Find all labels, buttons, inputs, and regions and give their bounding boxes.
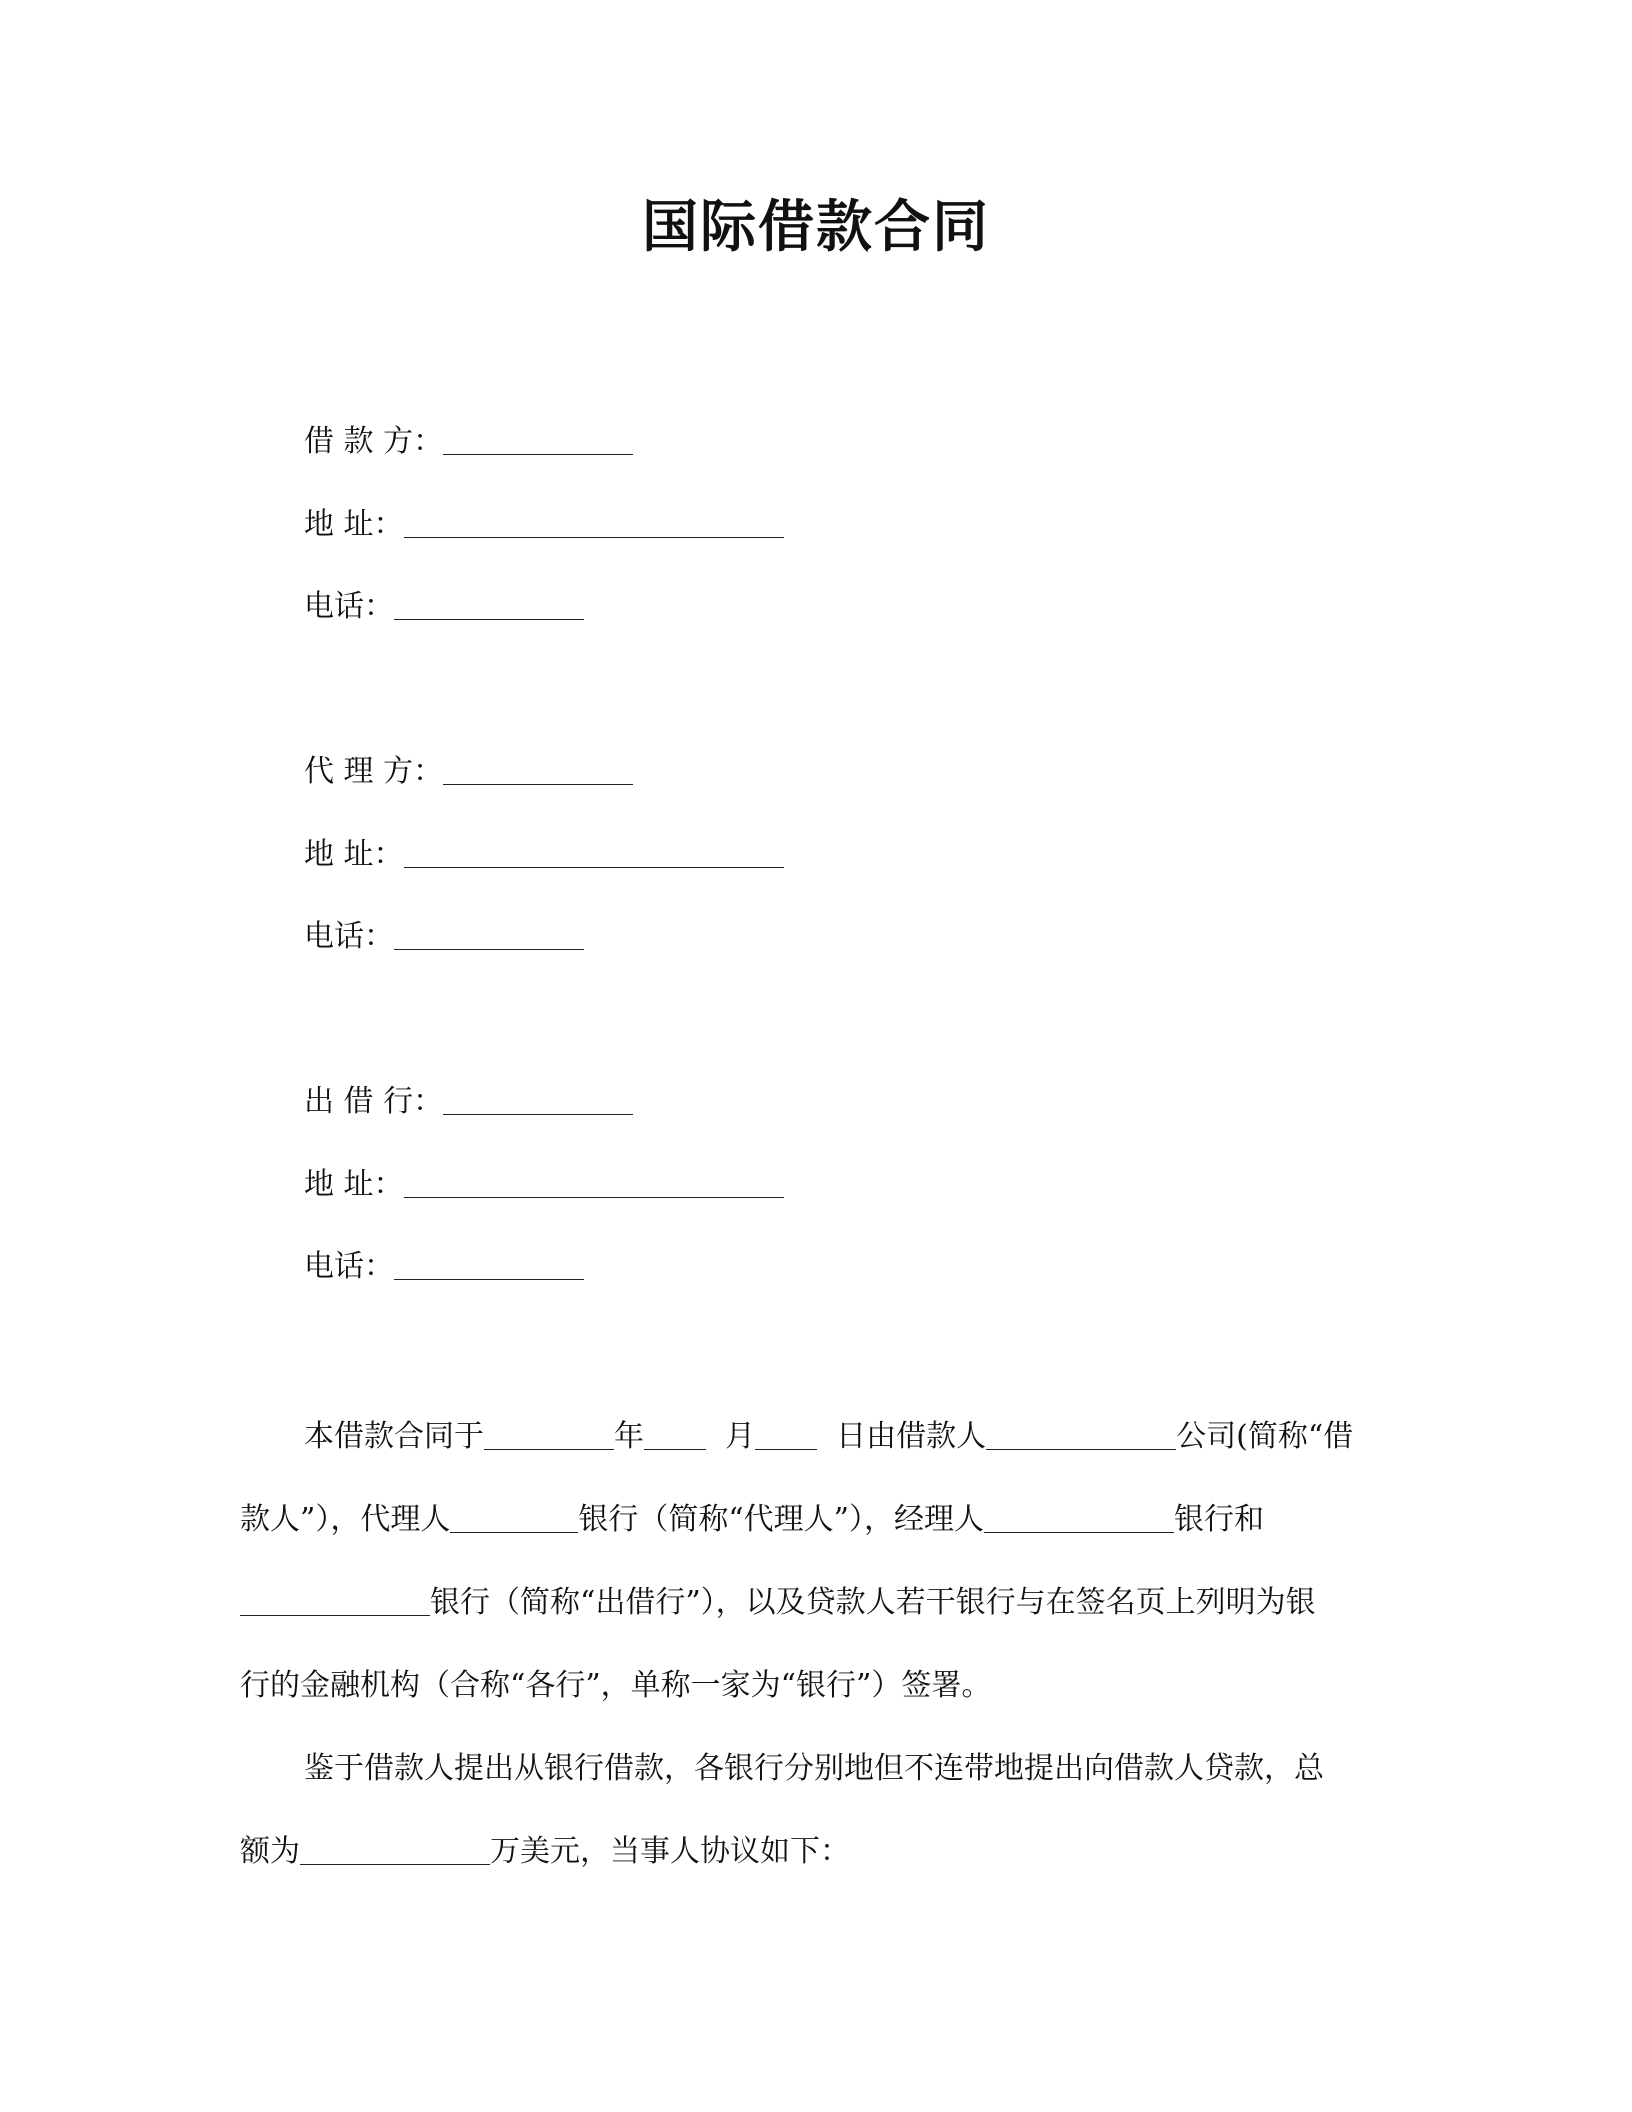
text-segment: 日由借款人 — [836, 1419, 987, 1454]
body-paragraph-1 — [240, 1395, 1390, 1727]
lender-phone-blank[interactable] — [394, 1245, 584, 1280]
paragraph-line — [240, 1727, 1390, 1810]
agent-phone-blank[interactable] — [394, 915, 584, 950]
lender-name-field — [304, 1080, 633, 1124]
document-title: 国际借款合同 — [642, 195, 990, 260]
borrower-company-blank[interactable] — [986, 1417, 1176, 1450]
text-segment: 行的金融机构（合称“各行”，单称一家为“银行”）签署。 — [240, 1668, 992, 1703]
agent-bank-blank[interactable] — [450, 1500, 578, 1533]
paragraph-line — [240, 1561, 1390, 1644]
lending-bank-blank[interactable] — [240, 1583, 430, 1616]
paragraph-line — [240, 1644, 1390, 1727]
borrower-name-blank[interactable] — [443, 420, 633, 455]
agent-name-label: 代 理 方： — [304, 754, 444, 789]
borrower-address-blank[interactable] — [404, 503, 784, 538]
paragraph-line — [240, 1478, 1390, 1561]
agent-address-blank[interactable] — [404, 833, 784, 868]
agent-phone-field — [304, 915, 584, 959]
text-segment: 月 — [725, 1419, 756, 1454]
total-amount-blank[interactable] — [300, 1832, 490, 1865]
text-segment: 额为 — [240, 1834, 300, 1869]
text-segment: 银行和 — [1174, 1502, 1265, 1537]
text-segment: 公司(简称“借 — [1176, 1419, 1354, 1454]
lender-address-field — [304, 1163, 784, 1207]
lender-name-blank[interactable] — [443, 1080, 633, 1115]
borrower-phone-blank[interactable] — [394, 585, 584, 620]
lender-name-label: 出 借 行： — [304, 1084, 444, 1119]
borrower-address-field — [304, 503, 784, 547]
text-segment: 银行（简称“代理人”），经理人 — [578, 1502, 985, 1537]
lender-address-blank[interactable] — [404, 1163, 784, 1198]
agent-address-label: 地 址： — [304, 837, 404, 872]
lender-phone-label: 电话： — [304, 1249, 394, 1284]
text-segment: 鉴于借款人提出从银行借款，各银行分别地但不连带地提出向借款人贷款，总 — [304, 1751, 1324, 1786]
borrower-phone-field — [304, 585, 584, 629]
borrower-phone-label: 电话： — [304, 589, 394, 624]
text-segment: 款人”），代理人 — [240, 1502, 451, 1537]
body-paragraph-2 — [240, 1727, 1390, 1893]
lender-address-label: 地 址： — [304, 1167, 404, 1202]
borrower-name-label: 借 款 方： — [304, 424, 444, 459]
text-segment: 本借款合同于 — [304, 1419, 484, 1454]
text-segment: 银行（简称“出借行”），以及贷款人若干银行与在签名页上列明为银 — [430, 1585, 1316, 1620]
text-segment: 年 — [614, 1419, 644, 1454]
manager-bank-blank[interactable] — [984, 1500, 1174, 1533]
agent-name-field — [304, 750, 633, 794]
borrower-name-field — [304, 420, 633, 464]
paragraph-line — [240, 1395, 1390, 1478]
agent-name-blank[interactable] — [443, 750, 633, 785]
lender-phone-field — [304, 1245, 584, 1289]
month-blank[interactable] — [644, 1417, 706, 1450]
day-blank[interactable] — [755, 1417, 817, 1450]
borrower-address-label: 地 址： — [304, 507, 404, 542]
agent-address-field — [304, 833, 784, 877]
year-blank[interactable] — [484, 1417, 614, 1450]
agent-phone-label: 电话： — [304, 919, 394, 954]
paragraph-line — [240, 1810, 1390, 1893]
text-segment: 万美元，当事人协议如下： — [490, 1834, 850, 1869]
